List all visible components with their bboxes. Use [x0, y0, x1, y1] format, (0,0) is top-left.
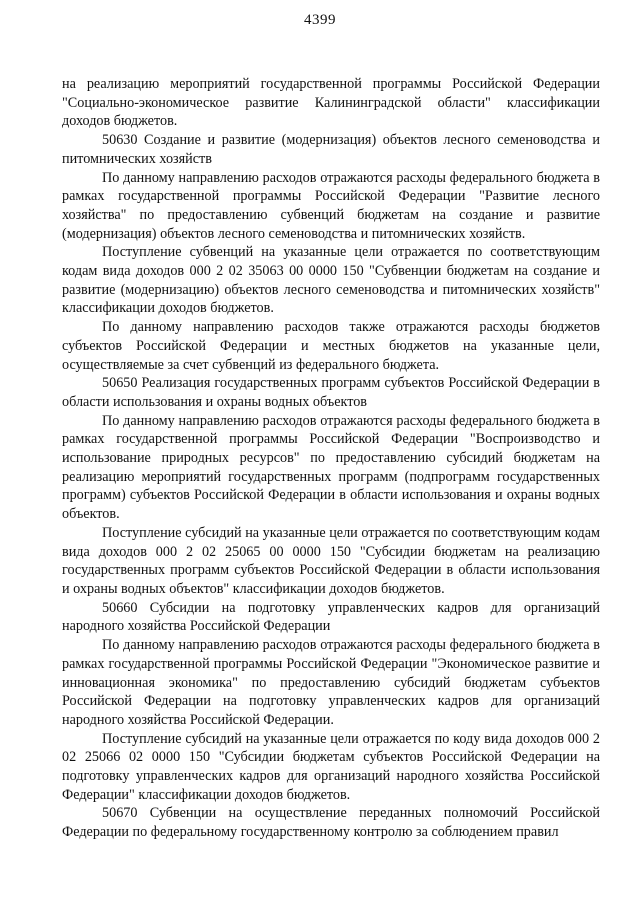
paragraph: По данному направлению расходов отражаются расходы федерального бюджета в рамках государственной программы Российской Федерации "Развитие лесного хозяйства" по предоставлению субвенций бюджетам на создание и развитие (модернизация) объектов лесного семеноводства и питомнических хозяйств.: [62, 169, 600, 242]
page-number: 4399: [304, 12, 336, 28]
section-heading-50670: 50670 Субвенции на осуществление переданных полномочий Российской Федерации по федеральному государственному контролю за соблюдением правил: [62, 805, 600, 841]
section-heading-50630: 50630 Создание и развитие (модернизация) объектов лесного семеноводства и питомнических хозяйств: [62, 132, 600, 167]
section-heading-50650: 50650 Реализация государственных программ субъектов Российской Федерации в области использования и охраны водных объектов: [62, 375, 600, 410]
paragraph: Поступление субвенций на указанные цели отражается по соответствующим кодам вида доходов 000 2 02 35063 00 0000 150 "Субвенции бюджетам на создание и развитие (модернизацию) объектов лесного семеноводства и питомнических хозяйств" классификации доходов бюджетов.: [62, 244, 600, 317]
paragraph-continuation: на реализацию мероприятий государственной программы Российской Федерации "Социально-экономическое развитие Калининградской области" классификации доходов бюджетов.: [62, 76, 600, 130]
paragraph: Поступление субсидий на указанные цели отражается по коду вида доходов 000 2 02 25066 02 0000 150 "Субсидии бюджетам субъектов Российской Федерации на подготовку управленческих кадров для организаций народного хозяйства Российской Федерации" классификации доходов бюджетов.: [62, 730, 600, 803]
paragraph: По данному направлению расходов также отражаются расходы бюджетов субъектов Российской Федерации и местных бюджетов на указанные цели, осуществляемые за счет субвенций из федерального бюджета.: [62, 319, 600, 373]
paragraph: Поступление субсидий на указанные цели отражается по соответствующим кодам вида доходов 000 2 02 25065 00 0000 150 "Субсидии бюджетам на реализацию государственных программ субъектов Российской Федерации в области использования и охраны водных объектов" классификации доходов бюджетов.: [62, 524, 600, 597]
document-body: [62, 75, 600, 842]
paragraph: По данному направлению расходов отражаются расходы федерального бюджета в рамках государственной программы Российской Федерации "Экономическое развитие и инновационная экономика" по предоставлению субсидий бюджетам субъектов Российской Федерации на подготовку управленческих кадров для организаций народного хозяйства Российской Федерации.: [62, 637, 600, 728]
paragraph: По данному направлению расходов отражаются расходы федерального бюджета в рамках государственной программы Российской Федерации "Воспроизводство и использование природных ресурсов" по предоставлению субсидий бюджетам на реализацию мероприятий государственных программ (подпрограмм государственных программ) субъектов Российской Федерации в области использования и охраны водных объектов.: [62, 412, 600, 523]
section-heading-50660: 50660 Субсидии на подготовку управленческих кадров для организаций народного хозяйства Российской Федерации: [62, 599, 600, 635]
